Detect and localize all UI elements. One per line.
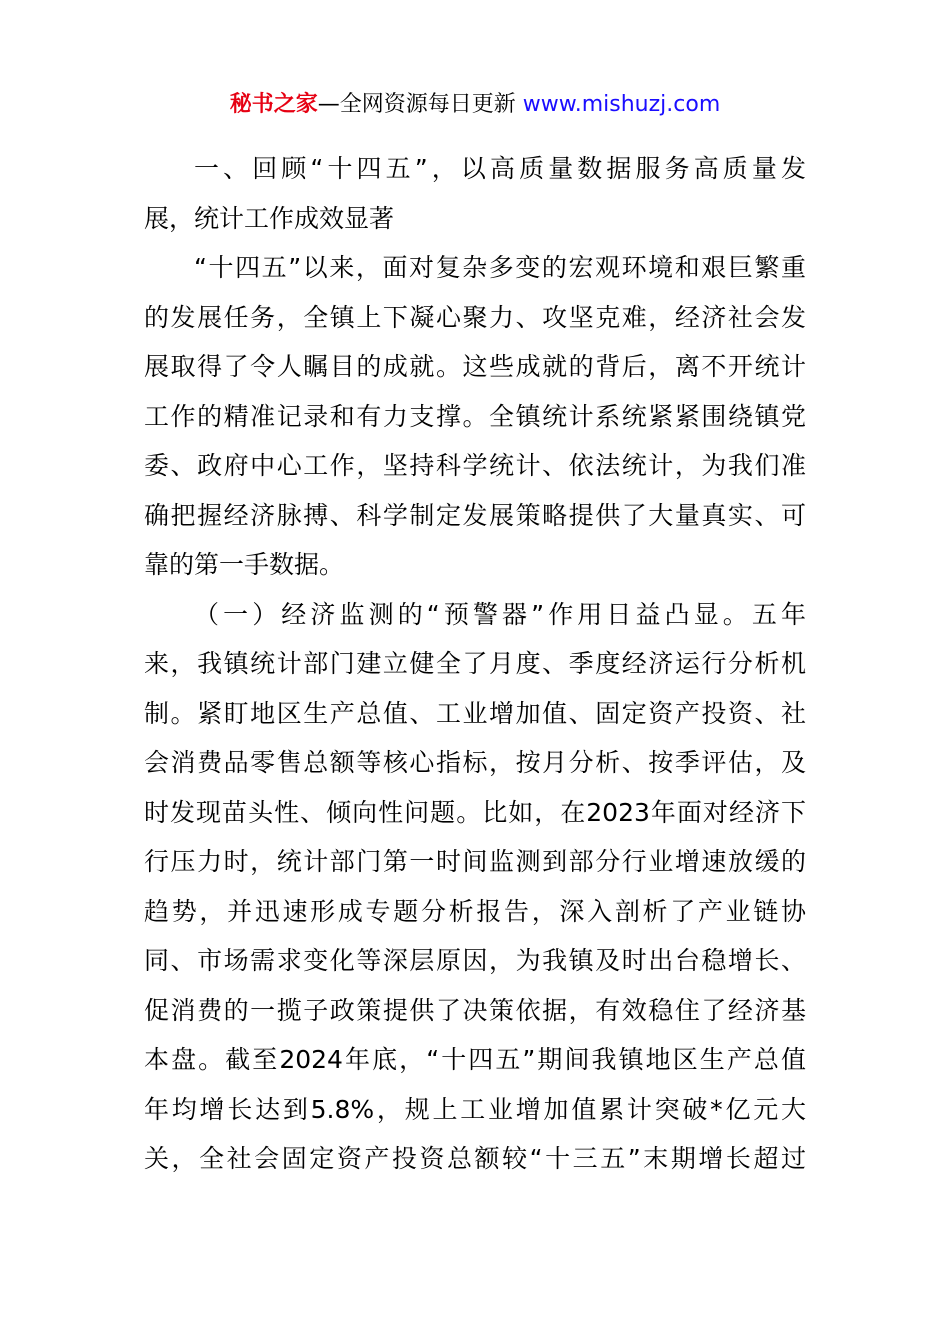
paragraph-line: 的发展任务，全镇上下凝心聚力、攻坚克难，经济社会发 xyxy=(144,302,806,332)
paragraph-line: 年均增长达到5.8%，规上工业增加值累计突破*亿元大 xyxy=(144,1094,806,1124)
paragraph-line: “十四五”以来，面对复杂多变的宏观环境和艰巨繁重 xyxy=(194,253,806,282)
paragraph-line: 关，全社会固定资产投资总额较“十三五”末期增长超过 xyxy=(144,1144,806,1173)
paragraph-line: 时发现苗头性、倾向性问题。比如，在2023年面对经济下 xyxy=(144,797,806,827)
paragraph-line: 趋势，并迅速形成专题分析报告，深入剖析了产业链协 xyxy=(144,896,806,926)
paragraph-line: 来，我镇统计部门建立健全了月度、季度经济运行分析机 xyxy=(144,649,806,678)
paragraph-line: 工作的精准记录和有力支撑。全镇统计系统紧紧围绕镇党 xyxy=(144,401,806,431)
paragraph-line: 委、政府中心工作，坚持科学统计、依法统计，为我们准 xyxy=(144,451,806,480)
section-heading-line-2: 展，统计工作成效显著 xyxy=(144,203,395,233)
paragraph-line: 促消费的一揽子政策提供了决策依据，有效稳住了经济基 xyxy=(144,995,806,1025)
paragraph-line: 制。紧盯地区生产总值、工业增加值、固定资产投资、社 xyxy=(144,698,806,728)
brand-name: 秘书之家 xyxy=(229,92,318,117)
paragraph-line: 展取得了令人瞩目的成就。这些成就的背后，离不开统计 xyxy=(144,352,806,381)
header-tagline: —全网资源每日更新 xyxy=(317,92,523,117)
paragraph-line: 行压力时，统计部门第一时间监测到部分行业增速放缓的 xyxy=(144,847,806,876)
section-heading-line-1: 一、回顾“十四五”，以高质量数据服务高质量发 xyxy=(194,154,806,183)
site-url-link[interactable]: www.mishuzj.com xyxy=(522,92,721,117)
paragraph-line: 会消费品零售总额等核心指标，按月分析、按季评估，及 xyxy=(144,748,806,777)
paragraph-line: 本盘。截至2024年底，“十四五”期间我镇地区生产总值 xyxy=(144,1045,806,1074)
paragraph-line: 确把握经济脉搏、科学制定发展策略提供了大量真实、可 xyxy=(144,500,806,530)
document-body xyxy=(144,144,806,1184)
site-header xyxy=(0,88,950,122)
paragraph-line: 同、市场需求变化等深层原因，为我镇及时出台稳增长、 xyxy=(144,946,806,975)
subsection-heading-line: （一）经济监测的“预警器”作用日益凸显。五年 xyxy=(194,599,806,629)
paragraph-line: 靠的第一手数据。 xyxy=(144,550,345,579)
